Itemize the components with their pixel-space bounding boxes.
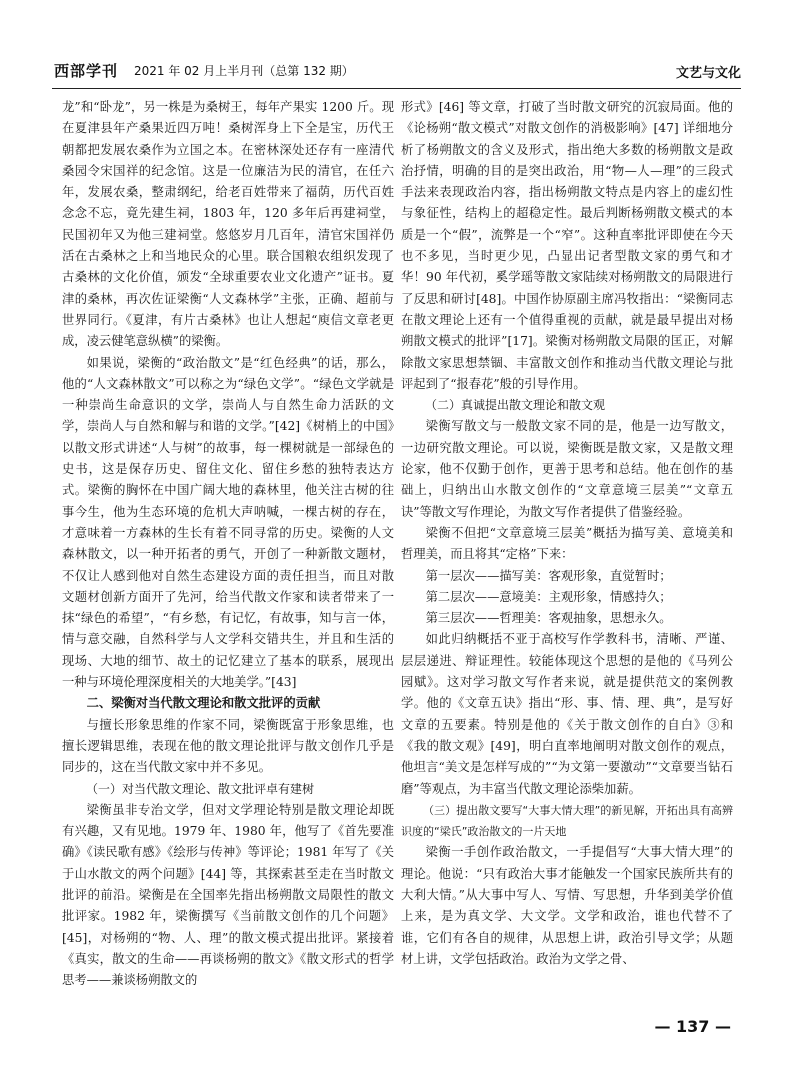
page-number: — 137 — (654, 1017, 731, 1036)
issue-info: 2021 年 02 月上半月刊（总第 132 期） (134, 64, 354, 78)
paragraph: 梁衡一手创作政治散文，一手提倡写“大事大情大理”的理论。他说：“只有政治大事才能触发一个国家民族所共有的大利大情。”从大事中写人、写情、写思想，升华到美学价值上来，是为真文学、大文学。文学和政治，谁也代替不了谁，它们有各自的规律，从思想上讲，政治引导文学；从题材上讲，文学包括政治。政治为文学之骨、 (401, 845, 733, 966)
paragraph: 与擅长形象思维的作家不同，梁衡既富于形象思维，也擅长逻辑思维，表现在他的散文理论批评与散文创作几乎是同步的，这在当代散文家中并不多见。 (62, 717, 394, 775)
section-heading: 二、梁衡对当代散文理论和散文批评的贡献 (86, 696, 321, 711)
list-item: 第三层次——哲理美：客观抽象，思想永久。 (425, 611, 672, 626)
right-column (401, 97, 733, 970)
paragraph: 梁衡写散文与一般散文家不同的是，他是一边写散文，一边研究散文理论。可以说，梁衡既是散文家，又是散文理论家，他不仅勤于创作，更善于思考和总结。他在创作的基础上，归纳出山水散文创作的“文章意境三层美”“文章五诀”等散文写作理论，为散文写作者提供了借鉴经验。 (401, 419, 733, 519)
paragraph: 梁衡虽非专治文学，但对文学理论特别是散文理论却既有兴趣，又有见地。1979 年、1980 年，他写了《首先要准确》《读民歌有感》《绘形与传神》等评论；1981 年写了《关于山水散文的两个问题》[44] 等，其探索甚至走在当时散文批评的前沿。梁衡是在全国率先指出杨朔散文局限性的散文批评家。1982 年，梁衡撰写《当前散文创作的几个问题》[45]，对杨朔的“物、人、理”的散文模式提出批评。紧接着《真实，散文的生命——再谈杨朔的散文》《散文形式的哲学思考——兼谈杨朔散文的 (62, 802, 394, 988)
page-header (52, 58, 741, 89)
journal-logo: 西部学刊 (54, 62, 119, 80)
subsection-heading: （二）真诚提出散文理论和散文观 (425, 398, 606, 413)
section-name: 文艺与文化 (675, 66, 741, 81)
paragraph: 龙”和“卧龙”，另一株是为桑树王，每年产果实 1200 斤。现在夏津县年产桑果近四万吨！桑树浑身上下全是宝，历代王朝都把发展农桑作为立国之本。在密林深处还存有一座清代桑园令宋国祥的纪念馆。这是一位廉洁为民的清官，在任六年，发展农桑，整肃纲纪，给老百姓带来了福荫，历代百姓念念不忘，竟先建生祠，1803 年，120 多年后再建祠堂，民国初年又为他三建祠堂。悠悠岁月几百年，清官宋国祥仍活在古桑林之上和当地民众的心里。联合国粮农组织发现了古桑林的文化价值，颁发“全球重要农业文化遗产”证书。夏津的桑林，再次佐证梁衡“人文森林学”主张，正确、超前与世界同行。《夏津，有片古桑林》也让人想起“庾信文章老更成，凌云健笔意纵横”的梁衡。 (62, 100, 394, 349)
list-item: 第二层次——意境美：主观形象，情感持久； (425, 589, 672, 604)
subsection-heading: （三）提出散文要写“大事大情大理”的新见解，开拓出具有高辨识度的“梁氏”政治散文的一片天地 (401, 803, 733, 839)
paragraph: 如此归纳概括不亚于高校写作学教科书，清晰、严谨、层层递进、辩证理性。较能体现这个思想的是他的《马列公园赋》。这对学习散文写作者来说，就是提供范文的案例教学。他的《文章五诀》指出“形、事、情、理、典”，是写好文章的五要素。特别是他的《关于散文创作的自白》③和《我的散文观》[49]，明白直率地阐明对散文创作的观点，他坦言“美文是怎样写成的”“为文第一要激动”“文章要当钻石磨”等观点，为丰富当代散文理论添柴加薪。 (401, 632, 733, 796)
subsection-heading: （一）对当代散文理论、散文批评卓有建树 (86, 781, 315, 796)
paragraph: 形式》[46] 等文章，打破了当时散文研究的沉寂局面。他的《论杨朔“散文模式”对散文创作的消极影响》[47] 详细地分析了杨朔散文的含义及形式，指出绝大多数的杨朔散文是政治抒情，明确的目的是突出政治，用“物—人—理”的三段式手法来表现政治内容，指出杨朔散文特点是内容上的虚幻性与象征性，结构上的超稳定性。最后判断杨朔散文模式的本质是一个“假”，流弊是一个“窄”。这种直率批评即使在今天也不多见，当时更少见，凸显出记者型散文家的勇气和才华！90 年代初，奚学瑶等散文家陆续对杨朔散文的局限进行了反思和研讨[48]。中国作协原副主席冯牧指出：“梁衡同志在散文理论上还有一个值得重视的贡献，就是最早提出对杨朔散文模式的批评”[17]。梁衡对杨朔散文局限的匡正，对解除散文家思想禁锢、丰富散文创作和推动当代散文理论与批评起到了“报春花”般的引导作用。 (401, 100, 733, 391)
left-column (62, 97, 394, 991)
list-item: 第一层次——描写美：客观形象，直觉暂时； (425, 568, 672, 583)
paragraph: 梁衡不但把“文章意境三层美”概括为描写美、意境美和哲理美，而且将其“定格”下来： (401, 525, 733, 562)
paragraph: 如果说，梁衡的“政治散文”是“红色经典”的话，那么，他的“人文森林散文”可以称之为“绿色文学”。“绿色文学就是一种崇尚生命意识的文学，崇尚人与自然生命力活跃的文学，崇尚人与自然和解与和谐的文学。”[42]《树梢上的中国》以散文形式讲述“人与树”的故事，每一棵树就是一部绿色的史书，这是保存历史、留住文化、留住乡愁的独特表达方式。梁衡的胸怀在中国广阔大地的森林里，他关注古树的往事今生，他为生态环境的危机大声呐喊，一棵古树的存在，才意味着一方森林的生长有着不同寻常的历史。梁衡的人文森林散文，以一种开拓者的勇气，开创了一种新散文题材，不仅让人感到他对自然生态建设方面的责任担当，而且对散文题材创新方面开了先河，给当代散文作家和读者带来了一抹“绿色的希望”，“有乡愁，有记忆，有故事，知与言一体，情与意交融，自然科学与人文学科交错共生，并且和生活的现场、大地的细节、故土的记忆建立了基本的联系，展现出一种与环境伦理深度相关的大地美学。”[43] (62, 355, 394, 690)
